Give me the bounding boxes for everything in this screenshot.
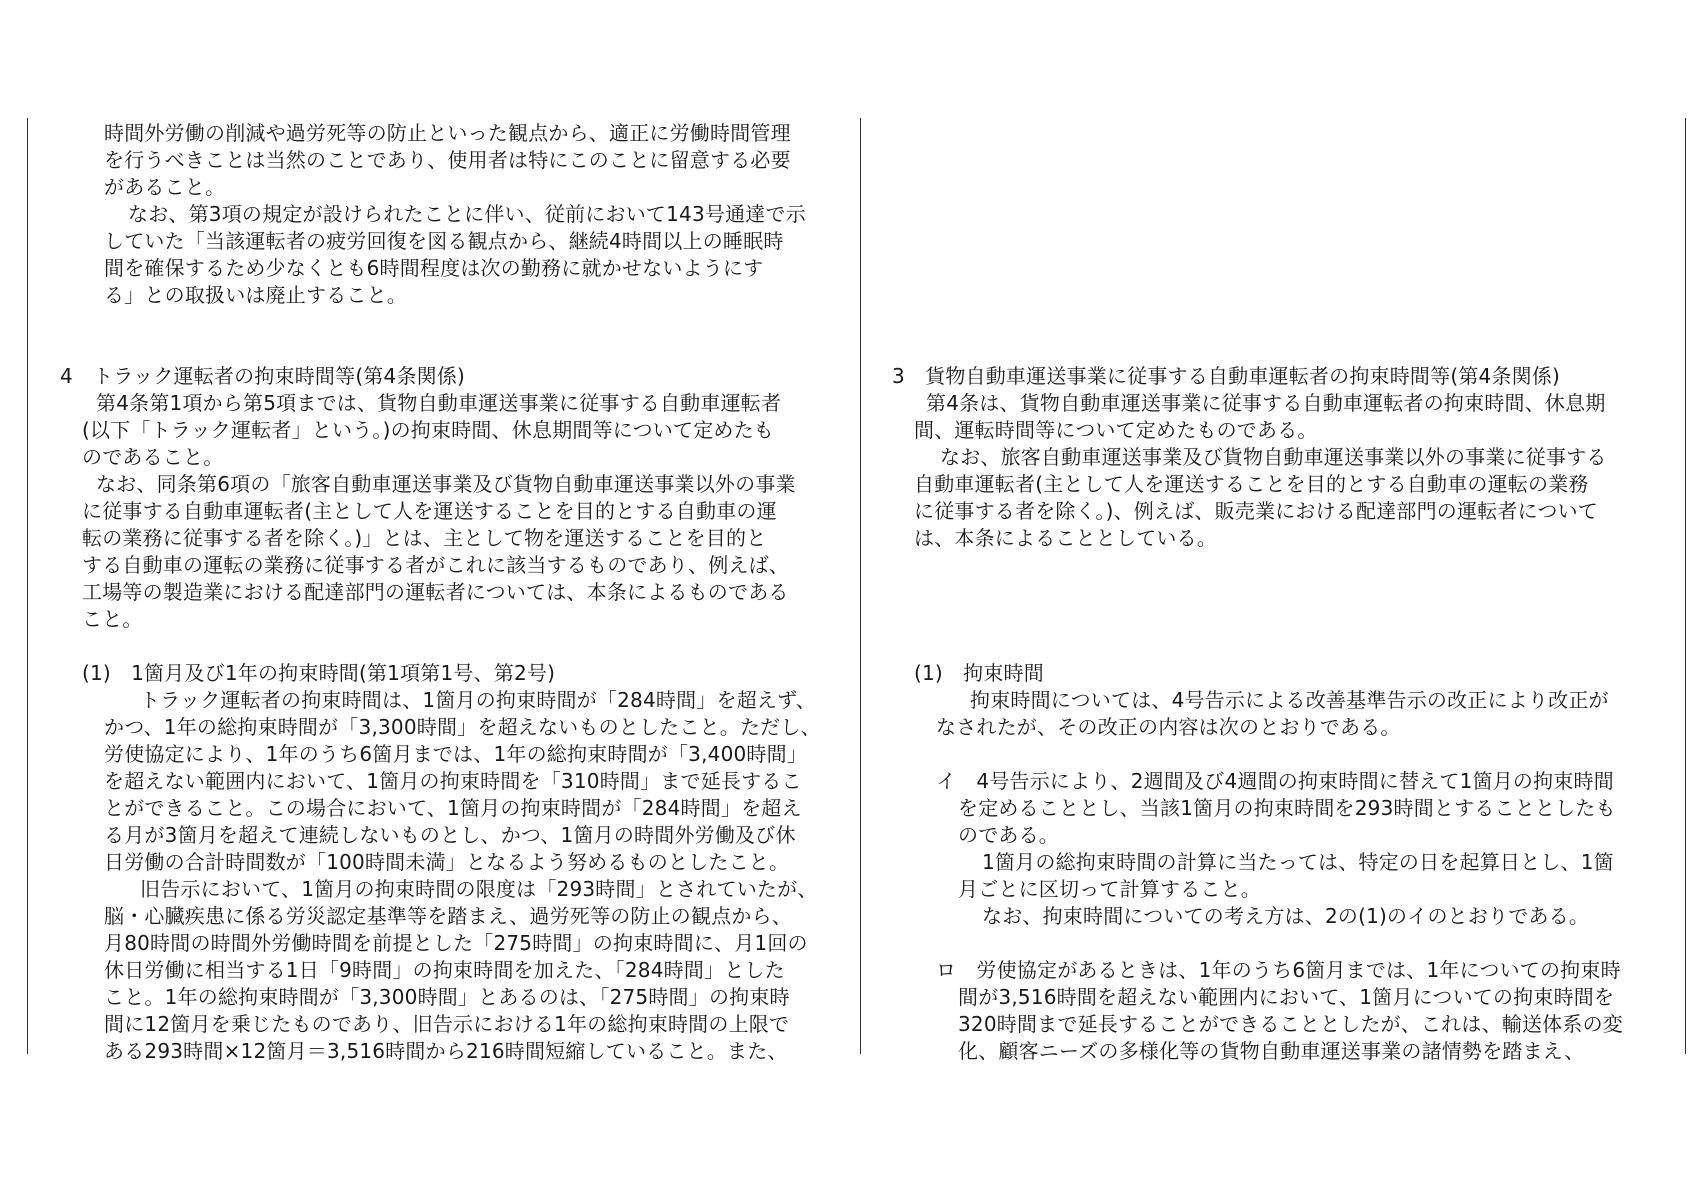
left-column-text-line: を超えない範囲内において、1箇月の拘束時間を「310時間」まで延長するこ: [104, 769, 802, 793]
left-column-text-line: 間に12箇月を乗じたものであり、旧告示における1年の総拘束時間の上限で: [104, 1012, 790, 1036]
right-column-text-line: は、本条によることとしている。: [914, 526, 1217, 550]
left-column-text-line: 工場等の製造業における配達部門の運転者については、本条によるものである: [82, 580, 789, 604]
right-column-text-line: 拘束時間については、4号告示による改善基準告示の改正により改正が: [970, 688, 1609, 712]
right-column-text-line: 3 貨物自動車運送事業に従事する自動車運転者の拘束時間等(第4条関係): [892, 364, 1561, 388]
right-column-text-line: のである。: [958, 823, 1059, 847]
left-column-text-line: を行うべきことは当然のことであり、使用者は特にこのことに留意する必要: [104, 148, 791, 172]
left-column-text-line: なお、第3項の規定が設けられたことに伴い、従前において143号通達で示: [128, 202, 806, 226]
right-column-text-line: 間、運転時間等について定めたものである。: [914, 418, 1318, 442]
right-column-text-line: 第4条は、貨物自動車運送事業に従事する自動車運転者の拘束時間、休息期: [926, 391, 1606, 415]
right-column-text-line: イ 4号告示により、2週間及び4週間の拘束時間に替えて1箇月の拘束時間: [936, 769, 1614, 793]
right-column-text-line: なされたが、その改正の内容は次のとおりである。: [936, 715, 1401, 739]
left-column-text-line: トラック運転者の拘束時間は、1箇月の拘束時間が「284時間」を超えず、: [140, 688, 816, 712]
center-divider-line: [860, 118, 861, 1054]
right-border-line: [1685, 118, 1686, 1054]
left-column-text-line: していた「当該運転者の疲労回復を図る観点から、継続4時間以上の睡眠時: [104, 229, 784, 253]
left-column-text-line: とができること。この場合において、1箇月の拘束時間が「284時間」を超え: [104, 796, 802, 820]
left-column-text-line: 脳・心臓疾患に係る労災認定基準等を踏まえ、過労死等の防止の観点から、: [104, 904, 792, 928]
left-border-line: [27, 118, 28, 1054]
right-column-text-line: 320時間まで延長することができることとしたが、これは、輸送体系の変: [958, 1012, 1623, 1036]
left-column-text-line: のであること。: [82, 445, 224, 469]
left-column-text-line: に従事する自動車運転者(主として人を運送することを目的とする自動車の運: [82, 499, 777, 523]
right-column-text-line: 月ごとに区切って計算すること。: [958, 877, 1261, 901]
left-column-text-line: 月80時間の時間外労働時間を前提とした「275時間」の拘束時間に、月1回の: [104, 931, 808, 955]
left-column-text-line: 旧告示において、1箇月の拘束時間の限度は「293時間」とされていたが、: [140, 877, 818, 901]
left-column-text-line: 日労働の合計時間数が「100時間未満」となるよう努めるものとしたこと。: [104, 850, 790, 874]
right-column-text-line: 間が3,516時間を超えない範囲内において、1箇月についての拘束時間を: [958, 985, 1615, 1009]
right-column-text-line: に従事する者を除く。)、例えば、販売業における配達部門の運転者について: [914, 499, 1599, 523]
left-column-text-line: があること。: [104, 175, 226, 199]
right-column-text-line: 自動車運転者(主として人を運送することを目的とする自動車の運転の業務: [914, 472, 1589, 496]
left-column-text-line: 転の業務に従事する者を除く。)」とは、主として物を運送することを目的と: [82, 526, 767, 550]
left-column-text-line: ある293時間×12箇月＝3,516時間から216時間短縮していること。また、: [104, 1039, 788, 1063]
left-column-text-line: る月が3箇月を超えて連続しないものとし、かつ、1箇月の時間外労働及び休: [104, 823, 796, 847]
left-column-text-line: こと。: [82, 607, 143, 631]
left-column-text-line: (1) 1箇月及び1年の拘束時間(第1項第1号、第2号): [82, 661, 556, 685]
left-column-text-line: 労使協定により、1年のうち6箇月までは、1年の総拘束時間が「3,400時間」: [104, 742, 808, 766]
right-column-text-line: (1) 拘束時間: [914, 661, 1044, 685]
left-column-text-line: (以下「トラック運転者」という。)の拘束時間、休息期間等について定めたも: [82, 418, 775, 442]
left-column-text-line: 4 トラック運転者の拘束時間等(第4条関係): [60, 364, 466, 388]
left-column-text-line: かつ、1年の総拘束時間が「3,300時間」を超えないものとしたこと。ただし、: [104, 715, 821, 739]
right-column-text-line: 1箇月の総拘束時間の計算に当たっては、特定の日を起算日とし、1箇: [982, 850, 1614, 874]
right-column-text-line: 化、顧客ニーズの多様化等の貨物自動車運送事業の諸情勢を踏まえ、: [958, 1039, 1585, 1063]
left-column-text-line: する自動車の運転の業務に従事する者がこれに該当するものであり、例えば、: [82, 553, 789, 577]
left-column-text-line: 休日労働に相当する1日「9時間」の拘束時間を加えた、「284時間」とした: [104, 958, 785, 982]
left-column-text-line: なお、同条第6項の「旅客自動車運送事業及び貨物自動車運送事業以外の事業: [96, 472, 796, 496]
left-column-text-line: る」との取扱いは廃止すること。: [104, 283, 407, 307]
right-column-text-line: なお、旅客自動車運送事業及び貨物自動車運送事業以外の事業に従事する: [940, 445, 1607, 469]
left-column-text-line: 時間外労働の削減や過労死等の防止といった観点から、適正に労働時間管理: [104, 121, 791, 145]
right-column-text-line: を定めることとし、当該1箇月の拘束時間を293時間とすることとしたも: [958, 796, 1616, 820]
left-column-text-line: こと。1年の総拘束時間が「3,300時間」とあるのは、「275時間」の拘束時: [104, 985, 790, 1009]
right-column-text-line: ロ 労使協定があるときは、1年のうち6箇月までは、1年についての拘束時: [936, 958, 1621, 982]
right-column-text-line: なお、拘束時間についての考え方は、2の(1)のイのとおりである。: [982, 904, 1590, 928]
left-column-text-line: 第4条第1項から第5項までは、貨物自動車運送事業に従事する自動車運転者: [96, 391, 782, 415]
left-column-text-line: 間を確保するため少なくとも6時間程度は次の勤務に就かせないようにす: [104, 256, 764, 280]
